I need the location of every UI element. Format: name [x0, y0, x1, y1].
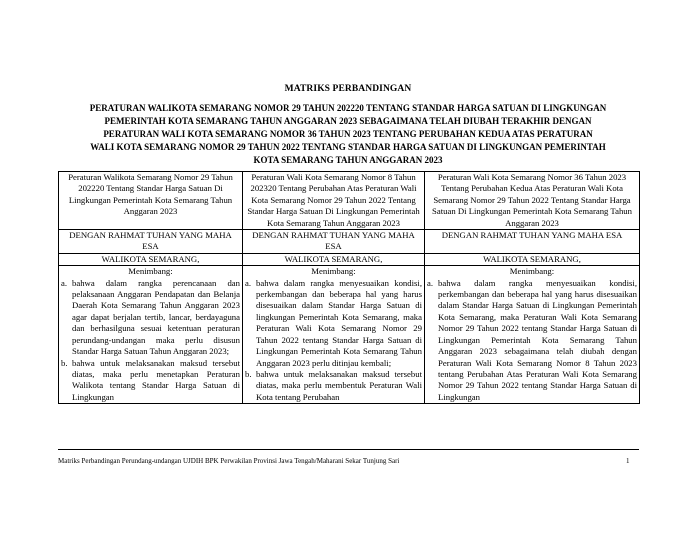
opening-phrase: DENGAN RAHMAT TUHAN YANG MAHA ESA	[425, 230, 640, 254]
subject-row	[59, 253, 640, 265]
menimbang-label: Menimbang:	[311, 266, 356, 277]
list-item	[427, 278, 637, 403]
comparison-table	[58, 171, 640, 404]
column-body	[59, 266, 243, 404]
subject-label: WALIKOTA SEMARANG,	[243, 253, 425, 265]
column-header: Peraturan Walikota Semarang Nomor 29 Tahun 202220 Tentang Standar Harga Satuan Di Lingkungan Pemerintah Kota Semarang Tahun Anggaran 2023	[59, 172, 243, 230]
item-letter: b.	[61, 357, 68, 368]
list-item	[61, 278, 240, 358]
opening-phrase: DENGAN RAHMAT TUHAN YANG MAHA ESA	[59, 230, 243, 254]
item-text: bahwa dalam rangka menyesuaikan kondisi, perkembangan dan beberapa hal yang harus disesuaikan dalam Standar Harga Satuan di lingkungan Pemerintah Kota Semarang, maka Peraturan Wali Kota Semarang Nomor 29 Tahun 2022 tentang Standar Harga Satuan di Lingkungan Pemerintah Kota Semarang Tahun Anggaran 2023 perlu ditinjau kembali;	[256, 277, 422, 368]
item-letter: a.	[427, 277, 434, 288]
item-text: bahwa untuk melaksanakan maksud tersebut diatas, maka perlu menetapkan Peraturan Walikota tentang Standar Harga Satuan di Lingkungan	[72, 357, 240, 402]
item-text: bahwa dalam rangka perencanaan dan pelaksanaan Anggaran Pendapatan dan Belanja Daerah Kota Semarang Tahun Anggaran 2023 agar dapat berjalan tertib, lancar, berdayaguna dan berhasilguna sesuai ketentuan peraturan perundang-undangan maka perlu disusun Standar Harga Satuan Tahun Anggaran 2023;	[72, 277, 240, 357]
list-item	[245, 278, 422, 369]
footer-divider	[58, 449, 639, 450]
subtitle-line: WALI KOTA SEMARANG NOMOR 29 TAHUN 2022 TENTANG STANDAR HARGA SATUAN DI LINGKUNGAN PEMERINTAH	[90, 142, 606, 152]
item-letter: a.	[245, 277, 252, 288]
document-title: MATRIKS PERBANDINGAN	[284, 84, 412, 94]
column-header: Peraturan Wali Kota Semarang Nomor 36 Tahun 2023 Tentang Perubahan Kedua Atas Peraturan Wali Kota Semarang Nomor 29 Tahun 2022 Tentang Standar Harga Satuan Di Lingkungan Pemerintah Kota Semarang Tahun Anggaran 2023	[425, 172, 640, 230]
subject-label: WALIKOTA SEMARANG,	[425, 253, 640, 265]
opening-phrase: DENGAN RAHMAT TUHAN YANG MAHA ESA	[243, 230, 425, 254]
column-header: Peraturan Wali Kota Semarang Nomor 8 Tahun 202320 Tentang Perubahan Atas Peraturan Wali Kota Semarang Nomor 29 Tahun 2022 Tentang Standar Harga Satuan Di Lingkungan Pemerintah Kota Semarang Tahun Anggaran 2023	[243, 172, 425, 230]
column-body	[243, 266, 425, 404]
subtitle-line: KOTA SEMARANG TAHUN ANGGARAN 2023	[253, 155, 443, 165]
list-item	[245, 369, 422, 403]
list-item	[61, 358, 240, 404]
document-subtitle	[58, 102, 638, 167]
item-letter: a.	[61, 277, 68, 288]
subtitle-line: PERATURAN WALI KOTA SEMARANG NOMOR 36 TAHUN 2023 TENTANG PERUBAHAN KEDUA ATAS PERATURAN	[103, 129, 593, 139]
column-body	[425, 266, 640, 404]
opening-row	[59, 230, 640, 254]
item-text: bahwa dalam rangka menyesuaikan kondisi, perkembangan dan beberapa hal yang harus disesuaikan dalam Standar Harga Satuan di Lingkungan Pemerintah Kota Semarang, maka Peraturan Wali Kota Semarang Nomor 29 Tahun 2022 tentang Standar Harga Satuan di Lingkungan Pemerintah Kota Semarang Tahun Anggaran 2023 sebagaimana telah diubah dengan Peraturan Wali Kota Semarang Nomor 8 Tahun 2023 tentang Perubahan Atas Peraturan Wali Kota Semarang Nomor 29 Tahun 2022 tentang Standar Harga Satuan di Lingkungan	[438, 277, 637, 402]
body-row	[59, 266, 640, 404]
footer-text: Matriks Perbandingan Perundang-undangan UJDIH BPK Perwakilan Provinsi Jawa Tengah/Maharani Sekar Tunjung Sari	[58, 457, 400, 465]
item-text: bahwa untuk melaksanakan maksud tersebut diatas, maka perlu membentuk Peraturan Wali Kota tentang Perubahan	[256, 368, 422, 402]
menimbang-label: Menimbang:	[128, 266, 173, 277]
subtitle-line: PEMERINTAH KOTA SEMARANG TAHUN ANGGARAN 2023 SEBAGAIMANA TELAH DIUBAH TERAKHIR DENGAN	[104, 116, 592, 126]
page-number: 1	[626, 457, 630, 465]
menimbang-label: Menimbang:	[509, 266, 555, 277]
subtitle-line: PERATURAN WALIKOTA SEMARANG NOMOR 29 TAHUN 202220 TENTANG STANDAR HARGA SATUAN DI LINGKUNGAN	[89, 103, 607, 113]
item-letter: b.	[245, 368, 252, 379]
subject-label: WALIKOTA SEMARANG,	[59, 253, 243, 265]
table-header-row	[59, 172, 640, 230]
